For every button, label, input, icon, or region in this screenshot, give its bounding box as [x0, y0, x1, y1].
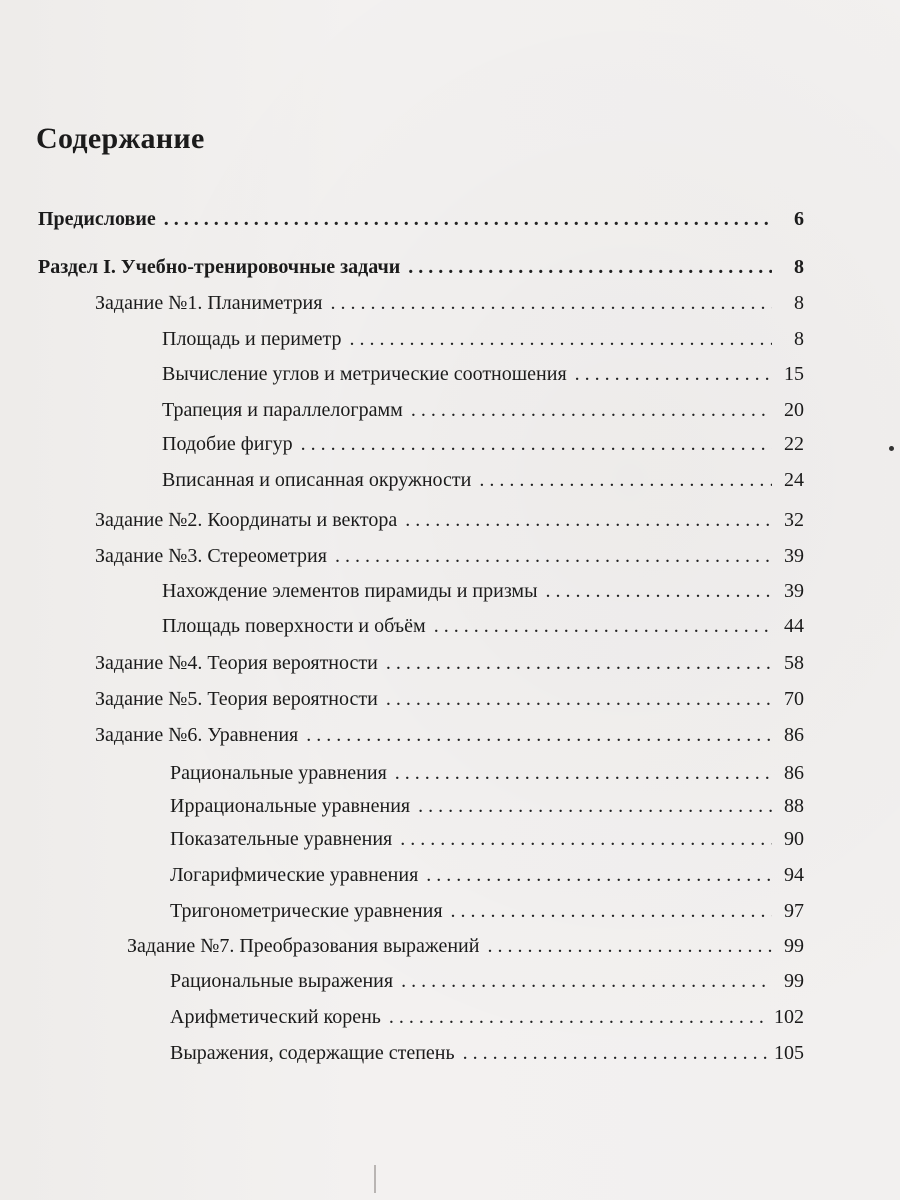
toc-entry-label: Рациональные выражения [170, 970, 394, 992]
toc-entry-label: Задание №7. Преобразования выражений [127, 935, 480, 957]
toc-entry-subtopic [162, 578, 804, 604]
toc-entry-subtopic [170, 793, 804, 819]
toc-entry-subtopic [162, 467, 804, 493]
toc-entry-label: Иррациональные уравнения [170, 795, 411, 817]
toc-entry-label: Предисловие [38, 208, 156, 230]
toc-entry-subtopic [162, 326, 804, 352]
toc-leader-dots [463, 1040, 768, 1066]
toc-entry-subtopic [162, 431, 804, 457]
toc-entry-page: 8 [794, 256, 804, 278]
toc-entry-page: 105 [774, 1042, 804, 1064]
toc-entry-page: 94 [784, 864, 804, 886]
toc-entry-page: 58 [784, 652, 804, 674]
toc-leader-dots [395, 760, 772, 786]
toc-entry-page: 86 [784, 762, 804, 784]
toc-entry-page: 97 [784, 900, 804, 922]
toc-leader-dots [487, 933, 772, 959]
toc-leader-dots [411, 397, 772, 423]
toc-leader-dots [546, 578, 772, 604]
toc-entry-label: Вычисление углов и метрические соотношения [162, 363, 567, 385]
toc-entry-task-3 [95, 543, 804, 569]
toc-entry-page: 86 [784, 724, 804, 746]
toc-entry-label: Нахождение элементов пирамиды и призмы [162, 580, 538, 602]
toc-entry-label: Рациональные уравнения [170, 762, 387, 784]
toc-entry-label: Площадь поверхности и объём [162, 615, 426, 637]
toc-entry-page: 102 [774, 1006, 804, 1028]
toc-entry-page: 90 [784, 828, 804, 850]
toc-entry-page: 32 [784, 509, 804, 531]
toc-entry-page: 39 [784, 580, 804, 602]
toc-entry-label: Показательные уравнения [170, 828, 393, 850]
toc-entry-label: Трапеция и параллелограмм [162, 399, 403, 421]
toc-entry-subtopic [170, 826, 804, 852]
toc-entry-subtopic [170, 1004, 804, 1030]
toc-entry-task-1 [95, 290, 804, 316]
toc-entry-label: Задание №6. Уравнения [95, 724, 299, 746]
toc-entry-page: 22 [784, 433, 804, 455]
toc-entry-page: 99 [784, 970, 804, 992]
toc-leader-dots [426, 862, 772, 888]
toc-entry-section-1 [38, 254, 804, 280]
page-speck [889, 446, 894, 451]
toc-entry-task-7 [127, 933, 804, 959]
toc-entry-label: Задание №3. Стереометрия [95, 545, 327, 567]
toc-entry-task-2 [95, 507, 804, 533]
toc-entry-label: Логарифмические уравнения [170, 864, 419, 886]
toc-entry-page: 8 [794, 292, 804, 314]
toc-leader-dots [386, 686, 772, 712]
toc-entry-subtopic [170, 1040, 804, 1066]
toc-leader-dots [164, 206, 772, 232]
toc-entry-label: Раздел I. Учебно-тренировочные задачи [38, 256, 401, 278]
toc-leader-dots [330, 290, 772, 316]
toc-entry-page: 70 [784, 688, 804, 710]
toc-leader-dots [418, 793, 772, 819]
toc-leader-dots [575, 361, 772, 387]
toc-entry-page: 8 [794, 328, 804, 350]
page-title: Содержание [36, 122, 205, 155]
toc-entry-page: 15 [784, 363, 804, 385]
toc-entry-label: Задание №4. Теория вероятности [95, 652, 378, 674]
toc-leader-dots [301, 431, 772, 457]
page-crease [374, 1165, 376, 1193]
toc-leader-dots [306, 722, 772, 748]
toc-leader-dots [408, 254, 772, 280]
toc-leader-dots [386, 650, 772, 676]
toc-entry-task-5 [95, 686, 804, 712]
toc-entry-subtopic [162, 613, 804, 639]
toc-entry-page: 39 [784, 545, 804, 567]
toc-leader-dots [401, 968, 772, 994]
toc-leader-dots [389, 1004, 768, 1030]
toc-entry-page: 6 [794, 208, 804, 230]
toc-entry-label: Задание №2. Координаты и вектора [95, 509, 398, 531]
toc-entry-subtopic [170, 968, 804, 994]
toc-leader-dots [335, 543, 772, 569]
toc-leader-dots [400, 826, 772, 852]
toc-entry-page: 99 [784, 935, 804, 957]
toc-entry-page: 44 [784, 615, 804, 637]
toc-leader-dots [451, 898, 772, 924]
toc-entry-subtopic [162, 397, 804, 423]
toc-entry-label: Вписанная и описанная окружности [162, 469, 472, 491]
toc-entry-label: Подобие фигур [162, 433, 293, 455]
toc-leader-dots [434, 613, 772, 639]
toc-entry-subtopic [162, 361, 804, 387]
toc-entry-subtopic [170, 760, 804, 786]
toc-entry-page: 24 [784, 469, 804, 491]
toc-entry-subtopic [170, 862, 804, 888]
toc-entry-label: Задание №1. Планиметрия [95, 292, 323, 314]
toc-entry-label: Площадь и периметр [162, 328, 342, 350]
toc-entry-label: Арифметический корень [170, 1006, 381, 1028]
toc-entry-page: 88 [784, 795, 804, 817]
toc-entry-label: Тригонометрические уравнения [170, 900, 443, 922]
toc-entry-subtopic [170, 898, 804, 924]
toc-leader-dots [479, 467, 772, 493]
toc-entry-label: Задание №5. Теория вероятности [95, 688, 378, 710]
toc-entry-label: Выражения, содержащие степень [170, 1042, 455, 1064]
toc-entry-preface [38, 206, 804, 232]
toc-leader-dots [350, 326, 772, 352]
toc-leader-dots [405, 507, 772, 533]
toc-entry-page: 20 [784, 399, 804, 421]
toc-entry-task-4 [95, 650, 804, 676]
toc-entry-task-6 [95, 722, 804, 748]
